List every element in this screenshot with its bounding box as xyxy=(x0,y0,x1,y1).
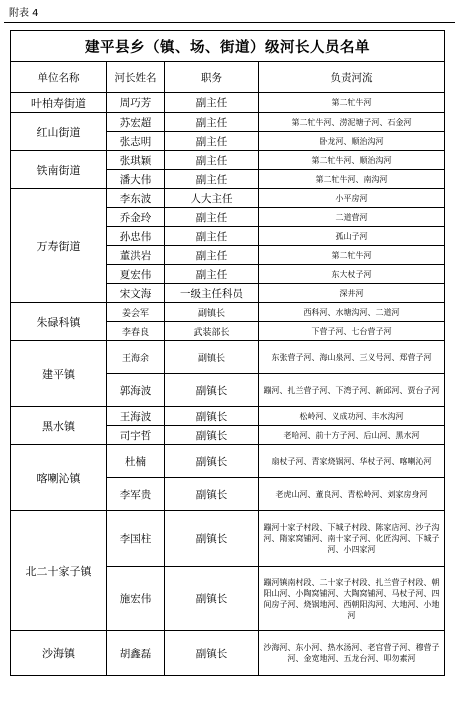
cell-position: 副镇长 xyxy=(165,426,259,445)
header-row xyxy=(11,62,445,93)
cell-position: 副镇长 xyxy=(165,374,259,407)
cell-chief-name: 周巧芳 xyxy=(107,93,165,113)
table-row xyxy=(11,631,445,676)
cell-rivers: 老虎山河、董良河、青松岭河、刘家房身河 xyxy=(259,478,445,511)
column-header-name: 河长姓名 xyxy=(107,62,165,93)
header-rule xyxy=(4,22,455,23)
cell-chief-name: 李春良 xyxy=(107,322,165,341)
cell-chief-name: 夏宏伟 xyxy=(107,265,165,284)
cell-position: 人大主任 xyxy=(165,189,259,208)
cell-rivers: 蹦河十家子村段、下城子村段、陈家店河、沙子沟河、隋家窝铺河、南十家子河、化匠沟河、下城子河、小四家河 xyxy=(259,511,445,567)
cell-rivers: 西科河、水塘沟河、二道河 xyxy=(259,303,445,322)
cell-chief-name: 胡鑫磊 xyxy=(107,631,165,676)
cell-chief-name: 施宏伟 xyxy=(107,567,165,631)
cell-rivers: 卧龙河、顺治沟河 xyxy=(259,132,445,151)
cell-chief-name: 孙忠伟 xyxy=(107,227,165,246)
cell-rivers: 小平房河 xyxy=(259,189,445,208)
column-header-rivers: 负责河流 xyxy=(259,62,445,93)
table-row xyxy=(11,113,445,132)
table-body xyxy=(11,93,445,676)
cell-rivers: 蹦河镇南村段、二十家子村段、扎兰营子村段、朝阳山河、小陶窝铺河、大陶窝铺河、马杖子河、四间房子河、烧锅地河、西朝阳沟河、大地河、小地河 xyxy=(259,567,445,631)
cell-rivers: 蹦河、扎兰营子河、下湾子河、新邱河、贾台子河 xyxy=(259,374,445,407)
table-row xyxy=(11,189,445,208)
cell-rivers: 深井河 xyxy=(259,284,445,303)
cell-chief-name: 李军贵 xyxy=(107,478,165,511)
table-row xyxy=(11,445,445,478)
cell-position: 副主任 xyxy=(165,170,259,189)
cell-chief-name: 张志明 xyxy=(107,132,165,151)
cell-rivers: 沙海河、东小河、热水汤河、老官营子河、穆营子河、金宽地河、五龙台河、叩勿素河 xyxy=(259,631,445,676)
title-row xyxy=(11,31,445,62)
cell-chief-name: 董洪岩 xyxy=(107,246,165,265)
table-row xyxy=(11,151,445,170)
cell-rivers: 第二牤牛河、顺治沟河 xyxy=(259,151,445,170)
cell-rivers: 孤山子河 xyxy=(259,227,445,246)
cell-position: 副主任 xyxy=(165,265,259,284)
cell-position: 副主任 xyxy=(165,227,259,246)
cell-chief-name: 李国柱 xyxy=(107,511,165,567)
cell-position: 副主任 xyxy=(165,113,259,132)
river-chief-table xyxy=(10,30,445,676)
cell-position: 副镇长 xyxy=(165,567,259,631)
cell-unit-name: 叶柏寿街道 xyxy=(11,93,107,113)
cell-chief-name: 苏宏超 xyxy=(107,113,165,132)
cell-rivers: 东张营子河、海山泉河、三义号河、郑营子河 xyxy=(259,341,445,374)
cell-chief-name: 司宇哲 xyxy=(107,426,165,445)
cell-unit-name: 黑水镇 xyxy=(11,407,107,445)
column-header-unit: 单位名称 xyxy=(11,62,107,93)
cell-position: 副主任 xyxy=(165,132,259,151)
cell-position: 副镇长 xyxy=(165,478,259,511)
cell-position: 副镇长 xyxy=(165,631,259,676)
table-row xyxy=(11,407,445,426)
cell-unit-name: 铁南街道 xyxy=(11,151,107,189)
cell-rivers: 东大杖子河 xyxy=(259,265,445,284)
cell-position: 副主任 xyxy=(165,246,259,265)
cell-chief-name: 姜会军 xyxy=(107,303,165,322)
document-title: 建平县乡（镇、场、街道）级河长人员名单 xyxy=(11,31,445,62)
cell-chief-name: 宋文海 xyxy=(107,284,165,303)
cell-unit-name: 红山街道 xyxy=(11,113,107,151)
table-row xyxy=(11,93,445,113)
cell-unit-name: 喀喇沁镇 xyxy=(11,445,107,511)
cell-unit-name: 朱碌科镇 xyxy=(11,303,107,341)
cell-unit-name: 万寿街道 xyxy=(11,189,107,303)
cell-rivers: 第二牤牛河、南沟河 xyxy=(259,170,445,189)
cell-position: 副主任 xyxy=(165,151,259,170)
cell-chief-name: 乔金玲 xyxy=(107,208,165,227)
cell-position: 武装部长 xyxy=(165,322,259,341)
cell-unit-name: 建平镇 xyxy=(11,341,107,407)
cell-rivers: 第二牤牛河、涝泥塘子河、石金河 xyxy=(259,113,445,132)
cell-position: 副镇长 xyxy=(165,511,259,567)
cell-chief-name: 李东波 xyxy=(107,189,165,208)
cell-position: 副镇长 xyxy=(165,303,259,322)
cell-chief-name: 张琪颖 xyxy=(107,151,165,170)
cell-rivers: 第二牤牛河 xyxy=(259,246,445,265)
cell-rivers: 第二牤牛河 xyxy=(259,93,445,113)
cell-chief-name: 郭海波 xyxy=(107,374,165,407)
column-header-position: 职务 xyxy=(165,62,259,93)
cell-chief-name: 潘大伟 xyxy=(107,170,165,189)
cell-unit-name: 沙海镇 xyxy=(11,631,107,676)
cell-rivers: 扇杖子河、青家烧锅河、华杖子河、喀喇沁河 xyxy=(259,445,445,478)
cell-unit-name: 北二十家子镇 xyxy=(11,511,107,631)
cell-position: 副主任 xyxy=(165,208,259,227)
cell-rivers: 二道营河 xyxy=(259,208,445,227)
cell-position: 一级主任科员 xyxy=(165,284,259,303)
table-row xyxy=(11,303,445,322)
cell-position: 副镇长 xyxy=(165,445,259,478)
cell-chief-name: 王海波 xyxy=(107,407,165,426)
annex-label: 附表 4 xyxy=(9,8,39,19)
cell-chief-name: 王海余 xyxy=(107,341,165,374)
cell-rivers: 下营子河、七台营子河 xyxy=(259,322,445,341)
cell-rivers: 老哈河、前十方子河、后山河、黑水河 xyxy=(259,426,445,445)
cell-position: 副主任 xyxy=(165,93,259,113)
cell-rivers: 松岭河、义成功河、丰水沟河 xyxy=(259,407,445,426)
cell-chief-name: 杜楠 xyxy=(107,445,165,478)
cell-position: 副镇长 xyxy=(165,407,259,426)
cell-position: 副镇长 xyxy=(165,341,259,374)
table-row xyxy=(11,511,445,567)
table-row xyxy=(11,341,445,374)
